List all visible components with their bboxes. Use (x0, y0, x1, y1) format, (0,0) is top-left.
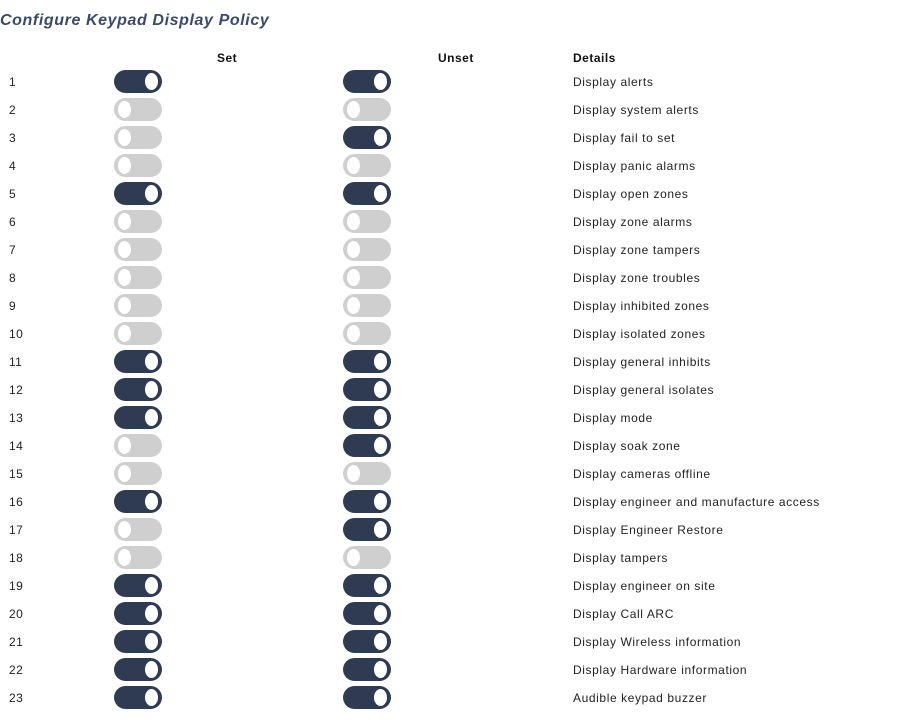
toggle-knob (374, 129, 387, 146)
unset-toggle[interactable] (343, 630, 391, 653)
table-row (0, 432, 901, 460)
table-row (0, 180, 901, 208)
toggle-knob (347, 213, 360, 230)
unset-toggle[interactable] (343, 238, 391, 261)
row-detail: Display tampers (573, 551, 669, 565)
toggle-knob (145, 689, 158, 706)
unset-toggle[interactable] (343, 602, 391, 625)
row-detail: Display zone troubles (573, 271, 701, 285)
row-detail: Display zone alarms (573, 215, 693, 229)
unset-toggle[interactable] (343, 210, 391, 233)
table-row (0, 68, 901, 96)
table-row (0, 348, 901, 376)
toggle-knob (145, 185, 158, 202)
table-row (0, 544, 901, 572)
row-detail: Display panic alarms (573, 159, 696, 173)
set-toggle[interactable] (114, 462, 162, 485)
unset-toggle[interactable] (343, 294, 391, 317)
row-number: 8 (9, 271, 17, 285)
row-number: 1 (9, 75, 17, 89)
set-toggle[interactable] (114, 182, 162, 205)
set-toggle[interactable] (114, 518, 162, 541)
row-number: 4 (9, 159, 17, 173)
row-number: 22 (9, 663, 24, 677)
row-number: 11 (9, 355, 23, 369)
set-toggle[interactable] (114, 378, 162, 401)
table-row (0, 460, 901, 488)
table-row (0, 236, 901, 264)
toggle-knob (374, 521, 387, 538)
toggle-knob (374, 185, 387, 202)
row-number: 12 (9, 383, 24, 397)
row-detail: Display Engineer Restore (573, 523, 724, 537)
toggle-knob (118, 465, 131, 482)
row-number: 17 (9, 523, 24, 537)
table-row (0, 684, 901, 712)
toggle-knob (347, 157, 360, 174)
row-number: 13 (9, 411, 24, 425)
toggle-knob (145, 661, 158, 678)
toggle-knob (374, 493, 387, 510)
row-detail: Display alerts (573, 75, 654, 89)
row-detail: Display Call ARC (573, 607, 674, 621)
table-row (0, 264, 901, 292)
unset-toggle[interactable] (343, 154, 391, 177)
toggle-knob (347, 241, 360, 258)
row-detail: Display general inhibits (573, 355, 711, 369)
table-row (0, 488, 901, 516)
row-detail: Display isolated zones (573, 327, 706, 341)
set-toggle[interactable] (114, 630, 162, 653)
set-toggle[interactable] (114, 98, 162, 121)
table-row (0, 96, 901, 124)
row-number: 15 (9, 467, 24, 481)
details-column-header: Details (573, 51, 616, 65)
unset-toggle[interactable] (343, 518, 391, 541)
unset-toggle[interactable] (343, 546, 391, 569)
toggle-knob (118, 549, 131, 566)
table-row (0, 320, 901, 348)
row-number: 18 (9, 551, 24, 565)
toggle-knob (374, 577, 387, 594)
table-row (0, 404, 901, 432)
row-number: 6 (9, 215, 17, 229)
table-row (0, 516, 901, 544)
unset-toggle[interactable] (343, 350, 391, 373)
toggle-knob (118, 241, 131, 258)
row-number: 3 (9, 131, 17, 145)
set-toggle[interactable] (114, 238, 162, 261)
row-detail: Display soak zone (573, 439, 681, 453)
table-row (0, 152, 901, 180)
row-detail: Display engineer on site (573, 579, 716, 593)
row-detail: Display Wireless information (573, 635, 742, 649)
set-toggle[interactable] (114, 70, 162, 93)
toggle-knob (374, 689, 387, 706)
row-number: 20 (9, 607, 24, 621)
toggle-knob (374, 437, 387, 454)
unset-toggle[interactable] (343, 70, 391, 93)
set-toggle[interactable] (114, 406, 162, 429)
unset-toggle[interactable] (343, 378, 391, 401)
row-detail: Display system alerts (573, 103, 699, 117)
toggle-knob (374, 661, 387, 678)
row-number: 10 (9, 327, 24, 341)
toggle-knob (118, 101, 131, 118)
set-toggle[interactable] (114, 574, 162, 597)
toggle-knob (145, 577, 158, 594)
toggle-knob (347, 101, 360, 118)
toggle-knob (145, 353, 158, 370)
toggle-knob (145, 381, 158, 398)
set-toggle[interactable] (114, 294, 162, 317)
unset-toggle[interactable] (343, 266, 391, 289)
toggle-knob (374, 633, 387, 650)
row-number: 9 (9, 299, 17, 313)
row-detail: Display open zones (573, 187, 689, 201)
row-number: 23 (9, 691, 24, 705)
toggle-knob (374, 353, 387, 370)
unset-toggle[interactable] (343, 658, 391, 681)
toggle-knob (347, 465, 360, 482)
set-toggle[interactable] (114, 126, 162, 149)
toggle-knob (347, 269, 360, 286)
toggle-knob (118, 521, 131, 538)
toggle-knob (118, 157, 131, 174)
toggle-knob (347, 297, 360, 314)
table-row (0, 572, 901, 600)
set-toggle[interactable] (114, 546, 162, 569)
row-number: 7 (9, 243, 17, 257)
set-toggle[interactable] (114, 350, 162, 373)
unset-toggle[interactable] (343, 490, 391, 513)
row-number: 5 (9, 187, 17, 201)
row-number: 16 (9, 495, 24, 509)
row-detail: Display mode (573, 411, 653, 425)
unset-toggle[interactable] (343, 126, 391, 149)
row-number: 14 (9, 439, 24, 453)
set-toggle[interactable] (114, 322, 162, 345)
toggle-knob (145, 605, 158, 622)
set-toggle[interactable] (114, 490, 162, 513)
unset-toggle[interactable] (343, 574, 391, 597)
row-detail: Display inhibited zones (573, 299, 710, 313)
toggle-knob (118, 297, 131, 314)
page-title: Configure Keypad Display Policy (0, 12, 270, 29)
row-detail: Display general isolates (573, 383, 715, 397)
row-detail: Display engineer and manufacture access (573, 495, 820, 509)
set-toggle[interactable] (114, 210, 162, 233)
row-detail: Display fail to set (573, 131, 676, 145)
table-row (0, 656, 901, 684)
toggle-knob (118, 269, 131, 286)
toggle-knob (145, 493, 158, 510)
row-number: 19 (9, 579, 24, 593)
toggle-knob (118, 437, 131, 454)
toggle-knob (118, 213, 131, 230)
unset-toggle[interactable] (343, 434, 391, 457)
unset-toggle[interactable] (343, 182, 391, 205)
table-row (0, 124, 901, 152)
toggle-knob (347, 549, 360, 566)
row-detail: Audible keypad buzzer (573, 691, 708, 705)
toggle-knob (347, 325, 360, 342)
set-toggle[interactable] (114, 434, 162, 457)
table-row (0, 600, 901, 628)
set-toggle[interactable] (114, 686, 162, 709)
unset-toggle[interactable] (343, 322, 391, 345)
row-detail: Display Hardware information (573, 663, 748, 677)
toggle-knob (145, 73, 158, 90)
set-toggle[interactable] (114, 154, 162, 177)
set-column-header: Set (217, 51, 238, 65)
set-toggle[interactable] (114, 658, 162, 681)
unset-toggle[interactable] (343, 406, 391, 429)
policy-rows (0, 68, 901, 712)
row-number: 21 (9, 635, 24, 649)
row-detail: Display zone tampers (573, 243, 701, 257)
toggle-knob (374, 409, 387, 426)
table-row (0, 208, 901, 236)
toggle-knob (145, 633, 158, 650)
toggle-knob (374, 605, 387, 622)
toggle-knob (118, 129, 131, 146)
set-toggle[interactable] (114, 266, 162, 289)
toggle-knob (374, 381, 387, 398)
unset-toggle[interactable] (343, 686, 391, 709)
unset-toggle[interactable] (343, 462, 391, 485)
unset-toggle[interactable] (343, 98, 391, 121)
row-detail: Display cameras offline (573, 467, 711, 481)
table-header (0, 51, 901, 67)
table-row (0, 376, 901, 404)
toggle-knob (118, 325, 131, 342)
toggle-knob (374, 73, 387, 90)
unset-column-header: Unset (438, 51, 474, 65)
set-toggle[interactable] (114, 602, 162, 625)
toggle-knob (145, 409, 158, 426)
row-number: 2 (9, 103, 17, 117)
table-row (0, 628, 901, 656)
table-row (0, 292, 901, 320)
